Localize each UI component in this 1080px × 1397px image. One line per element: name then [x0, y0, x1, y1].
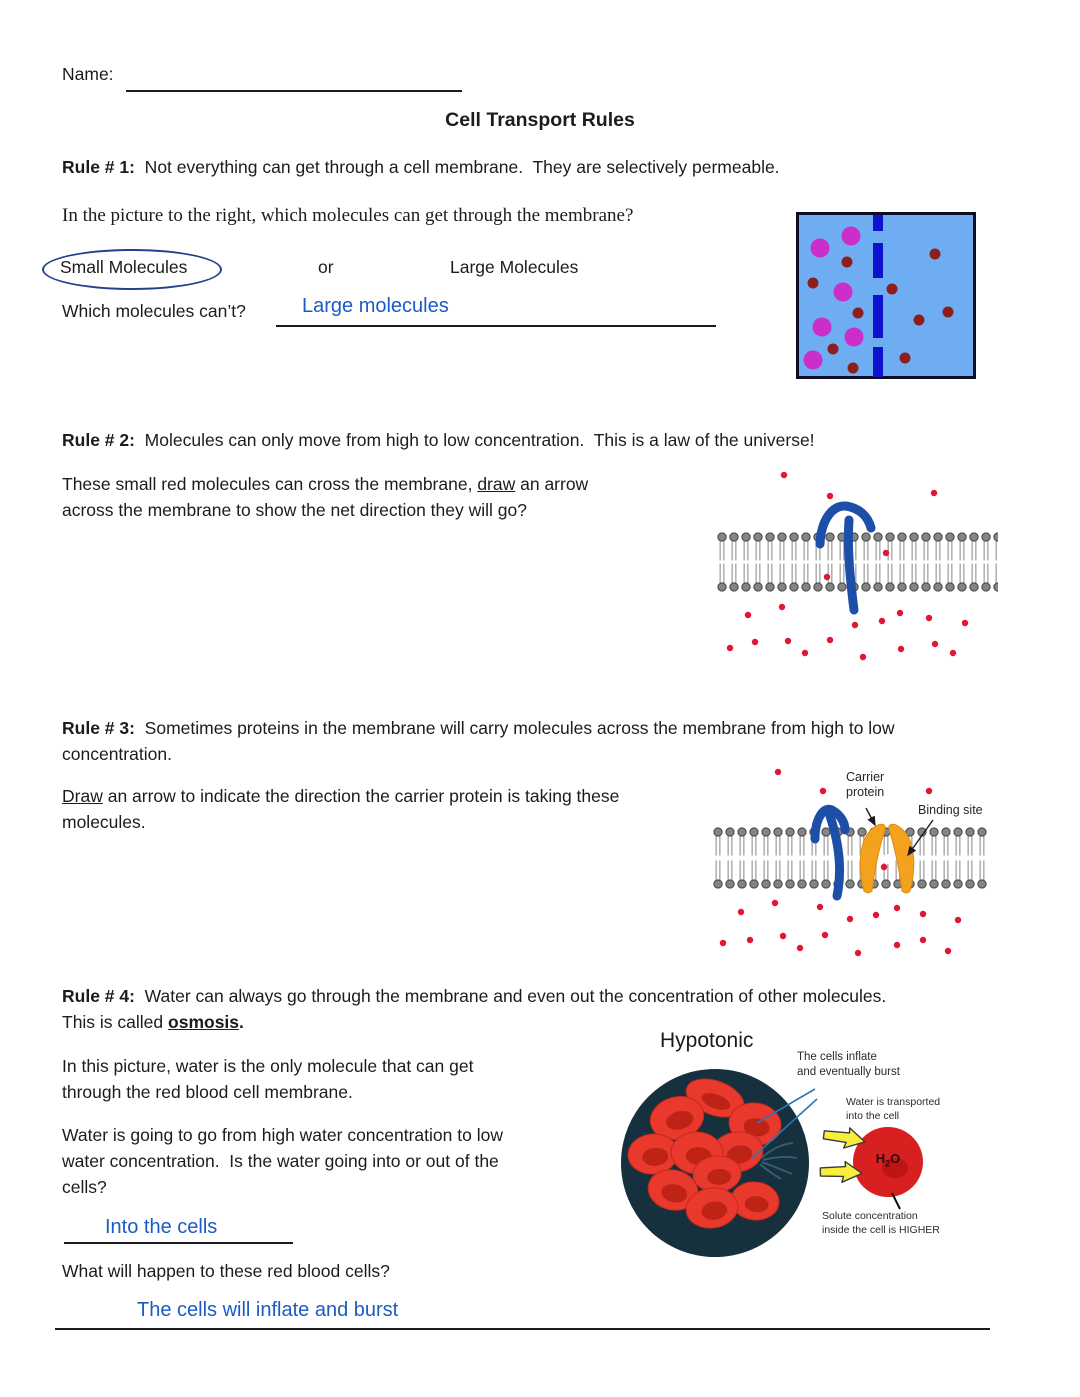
rule1-question: In the picture to the right, which molecules can get through the membrane?	[62, 205, 634, 226]
rule2-para-line1	[62, 474, 588, 500]
inflate-label	[797, 1050, 900, 1080]
rule1-answer-handwritten: Large molecules	[302, 295, 449, 317]
diffusion-diagram	[700, 460, 1010, 675]
rule2-text: Molecules can only move from high to low concentration. This is a law of the universe!	[134, 430, 815, 450]
carrier-protein-label	[846, 770, 884, 800]
page-title: Cell Transport Rules	[445, 109, 635, 131]
name-label: Name:	[62, 64, 114, 84]
rule3-statement-line1	[62, 718, 895, 744]
rule2-para-pre: These small red molecules can cross the membrane,	[62, 474, 478, 494]
solute-label-line2: inside the cell is HIGHER	[822, 1224, 940, 1236]
rule4-heading: Rule # 4:	[62, 986, 135, 1006]
rule1-heading: Rule # 1:	[62, 157, 135, 177]
h2o-h: H	[875, 1151, 886, 1166]
carrier-label-line1: Carrier	[846, 770, 885, 784]
rule2-statement	[62, 430, 815, 456]
hypotonic-title: Hypotonic	[660, 1029, 754, 1052]
option-large-molecules: Large Molecules	[450, 257, 579, 277]
rule4-line2-post: .	[239, 1012, 244, 1032]
solute-label	[822, 1209, 940, 1237]
rule4-para2-line2: water concentration. Is the water going into or out of the	[62, 1151, 499, 1171]
rule1-statement	[62, 157, 780, 183]
carrier-label-line2: protein	[846, 785, 885, 799]
rule4-para1-line1: In this picture, water is the only molecule that can get	[62, 1056, 474, 1076]
rule2-para-line2: across the membrane to show the net direction they will go?	[62, 500, 527, 520]
rule3-statement-line2: concentration.	[62, 744, 172, 764]
water-label-line2: into the cell	[846, 1110, 900, 1122]
rule1-text: Not everything can get through a cell membrane. They are selectively permeable.	[134, 157, 780, 177]
h2o-label	[866, 1151, 910, 1169]
osmosis-word: osmosis	[168, 1012, 240, 1032]
solute-label-line1: Solute concentration	[822, 1210, 918, 1222]
rule1-question2: Which molecules can’t?	[62, 301, 246, 321]
option-or-label: or	[318, 257, 334, 277]
inflate-label-line1: The cells inflate	[797, 1051, 877, 1063]
water-transported-label	[846, 1095, 940, 1123]
rule2-draw-word: draw	[477, 474, 516, 494]
rule3-para-post: an arrow to indicate the direction the carrier protein is taking these	[102, 786, 620, 806]
phospholipid-bilayer	[712, 828, 988, 889]
rule4-para2-line3: cells?	[62, 1177, 107, 1197]
rule4-answer1-blank	[64, 1214, 293, 1244]
name-blank-line	[126, 62, 462, 92]
selective-membrane-picture	[796, 212, 976, 380]
h2o-o: O	[890, 1151, 901, 1166]
inflate-label-line2: and eventually burst	[797, 1066, 900, 1078]
rule4-para2-line1: Water is going to go from high water concentration to low	[62, 1125, 503, 1145]
phospholipid-bilayer	[716, 533, 998, 592]
rule4-text-line1: Water can always go through the membrane and even out the concentration of other molecules.	[134, 986, 887, 1006]
membrane-box	[798, 214, 975, 378]
binding-site-label: Binding site	[918, 803, 983, 817]
rule4-question2: What will happen to these red blood cells?	[62, 1261, 390, 1281]
rule4-statement-line2	[62, 1012, 244, 1038]
rule2-heading: Rule # 2:	[62, 430, 135, 450]
binding-site-gap	[882, 854, 892, 864]
rule4-answer2-handwritten: The cells will inflate and burst	[137, 1299, 399, 1321]
h2o-subscript: 2	[885, 1158, 891, 1169]
rule4-statement-line1	[62, 986, 886, 1012]
water-label-line1: Water is transported	[846, 1096, 941, 1108]
option-small-molecules: Small Molecules	[60, 257, 188, 277]
molecule-in-binding-site	[881, 864, 887, 870]
rule3-heading: Rule # 3:	[62, 718, 135, 738]
rule2-para-post: an arrow	[515, 474, 589, 494]
rule3-draw-word: Draw	[62, 786, 103, 806]
rule3-text-line1: Sometimes proteins in the membrane will carry molecules across the membrane from high to low	[134, 718, 895, 738]
rule4-answer1-handwritten: Into the cells	[105, 1216, 218, 1238]
rule4-line2-pre: This is called	[62, 1012, 169, 1032]
rule4-answer2-blank	[55, 1300, 990, 1330]
rule3-para-line2: molecules.	[62, 812, 146, 832]
rule3-para-line1	[62, 786, 619, 812]
rule4-para1-line2: through the red blood cell membrane.	[62, 1082, 353, 1102]
